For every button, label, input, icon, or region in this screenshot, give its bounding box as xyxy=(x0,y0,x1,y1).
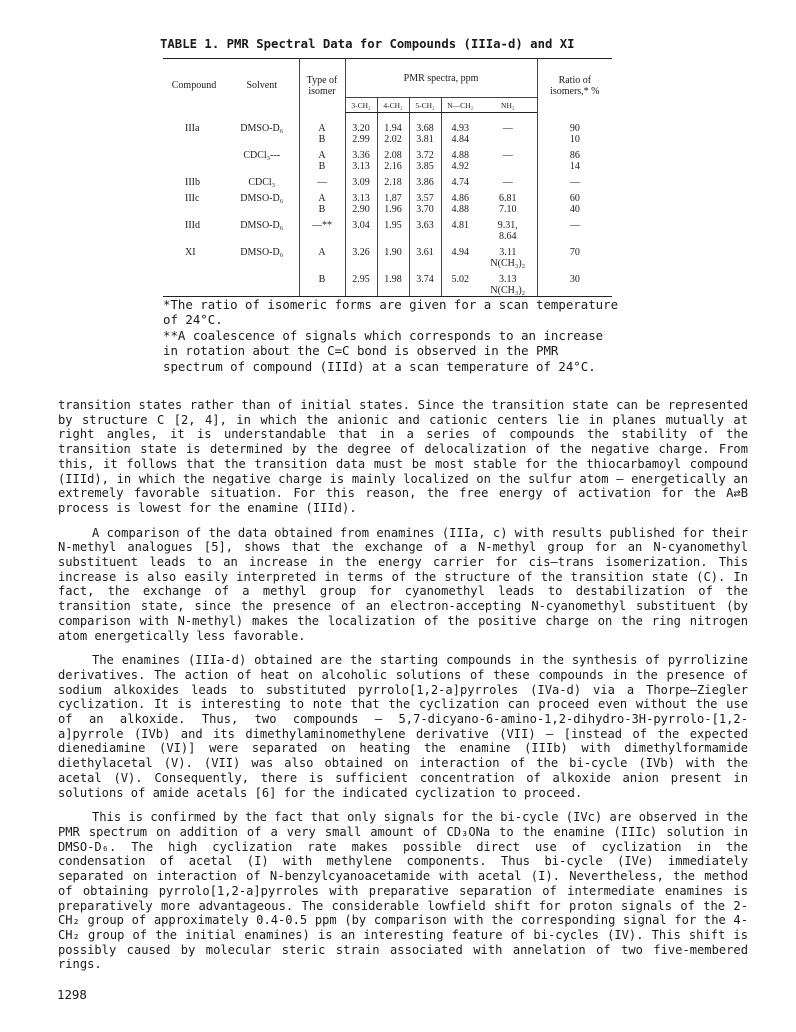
cell-n-ch2: 4.93 4.84 xyxy=(441,113,479,146)
paragraph-2: A comparison of the data obtained from enamines (IIIa, c) with results published for their N-methyl analogues [5], shows that the exchange of a N-methyl group for an N-cyanomethyl substituent leads to an increase in the energy carrier for cis–trans isomerization. This increase is also easily interpreted in terms of the structure of the transition state (C). In fact, the exchange of a methyl group for cyanomethyl leads to destabilization of the transition state, since the presence of an electron-accepting N-cyanomethyl substituent (by comparison with N-methyl) makes the localization of the positive charge on the ring nitrogen atom energetically less favorable. xyxy=(58,525,748,643)
cell-4-ch2: 1.87 1.96 xyxy=(377,188,409,215)
cell-nh2: 3.11 N(CH₃)₂ xyxy=(490,247,526,269)
cell-solvent: CDCl₃ xyxy=(248,177,276,188)
table-row xyxy=(163,242,612,269)
cell-5-ch2: 3.61 xyxy=(409,242,441,269)
cell-compound: IIIc xyxy=(185,193,200,204)
cell-5-ch2: 3.74 xyxy=(409,269,441,297)
cell-5-ch2: 3.72 3.85 xyxy=(409,145,441,172)
cell-4-ch2: 2.08 2.16 xyxy=(377,145,409,172)
cell-solvent: DMSO-D₆ xyxy=(240,193,284,204)
cell-isomer: —** xyxy=(299,215,345,242)
table-body xyxy=(163,113,612,297)
cell-4-ch2: 2.18 xyxy=(377,172,409,188)
table-row xyxy=(163,215,612,242)
footnote-isomer-ratio: *The ratio of isomeric forms are given for a scan temperature of 24°C. xyxy=(163,297,619,328)
page-number: 1298 xyxy=(57,987,87,1002)
table-footnotes xyxy=(163,297,623,374)
cell-nh2: 3.13 N(CH₃)₂ xyxy=(479,269,537,297)
cell-nh2: — xyxy=(502,123,513,134)
cell-isomer: A xyxy=(299,242,345,269)
cell-solvent xyxy=(225,269,299,297)
cell-isomer: A B xyxy=(299,145,345,172)
cell-3-ch2: 2.95 xyxy=(345,269,377,297)
cell-isomer: A B xyxy=(299,113,345,146)
subheader-3-ch2: 3-CH₂ xyxy=(345,98,377,113)
cell-nh2: 6.81 7.10 xyxy=(499,193,517,215)
cell-4-ch2: 1.98 xyxy=(377,269,409,297)
cell-3-ch2: 3.04 xyxy=(345,215,377,242)
subheader-4-ch2: 4-CH₂ xyxy=(377,98,409,113)
pmr-data-table xyxy=(163,58,612,297)
cell-compound xyxy=(163,145,225,172)
table-title: TABLE 1. PMR Spectral Data for Compounds (IIIa-d) and XI xyxy=(160,37,575,51)
table-header-row xyxy=(163,59,612,98)
table-row xyxy=(163,113,612,146)
header-compound: Compound xyxy=(171,80,217,92)
cell-ratio: 90 10 xyxy=(537,113,612,146)
cell-3-ch2: 3.09 xyxy=(345,172,377,188)
cell-3-ch2: 3.13 2.90 xyxy=(345,188,377,215)
cell-3-ch2: 3.20 2.99 xyxy=(345,113,377,146)
paragraph-4: This is confirmed by the fact that only signals for the bi-cycle (IVc) are observed in the PMR spectrum on addition of a very small amount of CD₃ONa to the enamine (IIIc) solution in DMSO-D₆. The high cyclization rate makes possible direct use of cyclization in the condensation of acetal (I) with methylene components. Thus bi-cycle (IVe) immediately separated on interaction of N-benzylcyanoacetamide with acetal (I). Nevertheless, the method of obtaining pyrrolo[1,2-a]pyrroles with preparative separation of intermediate enamines is preparatively more advantageous. The considerable lowfield shift for proton signals of the 2-CH₂ group of approximately 0.4-0.5 ppm (by comparison with the corresponding signal for the 4-CH₂ group of the initial enamines) is an interesting feature of bi-cycles (IV). This shift is possibly caused by molecular steric strain associated with annelation of two five-membered rings. xyxy=(58,810,748,972)
cell-isomer: — xyxy=(299,172,345,188)
cell-compound: XI xyxy=(185,247,196,258)
subheader-5-ch2: 5-CH₂ xyxy=(409,98,441,113)
cell-n-ch2: 4.81 xyxy=(441,215,479,242)
header-type-of-isomer: Type of isomer xyxy=(299,59,345,113)
table-row xyxy=(163,145,612,172)
subheader-nh2: NH₂ xyxy=(479,98,537,113)
header-ratio-of-isomers: Ratio of isomers,* % xyxy=(537,59,612,113)
cell-5-ch2: 3.57 3.70 xyxy=(409,188,441,215)
cell-ratio: 30 xyxy=(537,269,612,297)
paragraph-3: The enamines (IIIa-d) obtained are the starting compounds in the synthesis of pyrrolizine derivatives. The action of heat on alcoholic solutions of these compounds in the presence of sodium alkoxides leads to substituted pyrrolo[1,2-a]pyrroles (IVa-d) via a Thorpe–Ziegler cyclization. It is interesting to note that the cyclization can proceed even without the use of an alkoxide. Thus, two compounds — 5,7-dicyano-6-amino-1,2-dihydro-3H-pyrrolo-[1,2-a]pyrrole (IVb) and its dimethylaminomethylene derivative (VII) — [instead of the expected dienediamine (VI)] were separated on heating the enamine (IIIb) with dimethylformamide diethylacetal (V). (VII) was also obtained on interaction of the bi-cycle (IVb) with the acetal (V). Consequently, there is sufficient concentration of alkoxide anion present in solutions of amide acetals [6] for the indicated cyclization to proceed. xyxy=(58,653,748,800)
table-row xyxy=(163,172,612,188)
cell-3-ch2: 3.26 xyxy=(345,242,377,269)
cell-solvent: DMSO-D₆ xyxy=(240,220,284,231)
cell-4-ch2: 1.90 xyxy=(377,242,409,269)
cell-compound: IIIa xyxy=(185,122,200,134)
cell-ratio: 86 14 xyxy=(537,145,612,172)
cell-5-ch2: 3.63 xyxy=(409,215,441,242)
cell-nh2: 9.31, 8.64 xyxy=(497,220,518,242)
cell-ratio: 70 xyxy=(537,242,612,269)
cell-4-ch2: 1.95 xyxy=(377,215,409,242)
cell-4-ch2: 1.94 2.02 xyxy=(377,113,409,146)
cell-solvent: CDCl₃--- xyxy=(243,150,281,161)
cell-compound: IIIb xyxy=(185,177,200,188)
paragraph-1: transition states rather than of initial states. Since the transition state can be represented by structure C [2, 4], in which the anionic and cationic centers lie in planes mutually at right angles, it is understandable that in a series of compounds the stability of the transition state is determined by the degree of delocalization of the negative charge. From this, it follows that the transition data must be most stable for the thiocarbamoyl compound (IIId), in which the negative charge is mainly localized on the sulfur atom — energetically an extremely favorable situation. For this reason, the free energy of activation for the A⇄B process is lowest for the enamine (IIId). xyxy=(58,398,748,515)
cell-5-ch2: 3.68 3.81 xyxy=(409,113,441,146)
cell-3-ch2: 3.36 3.13 xyxy=(345,145,377,172)
cell-nh2: — xyxy=(502,177,513,188)
cell-5-ch2: 3.86 xyxy=(409,172,441,188)
cell-isomer: A B xyxy=(299,188,345,215)
cell-n-ch2: 4.86 4.88 xyxy=(441,188,479,215)
cell-n-ch2: 4.88 4.92 xyxy=(441,145,479,172)
table-row xyxy=(163,269,612,297)
cell-n-ch2: 4.74 xyxy=(441,172,479,188)
table-row xyxy=(163,188,612,215)
cell-nh2: — xyxy=(502,150,513,161)
cell-n-ch2: 4.94 xyxy=(441,242,479,269)
cell-compound xyxy=(163,269,225,297)
cell-ratio: — xyxy=(537,172,612,188)
article-body xyxy=(58,398,748,982)
footnote-coalescence: **A coalescence of signals which corresponds to an increase in rotation about the C=C bond is observed in the PMR spectrum of compound (IIId) at a scan temperature of 24°C. xyxy=(163,327,604,374)
subheader-n-ch2: N—CH₂ xyxy=(441,98,479,113)
cell-solvent: DMSO-D₆ xyxy=(240,122,284,134)
cell-ratio: 60 40 xyxy=(537,188,612,215)
cell-n-ch2: 5.02 xyxy=(441,269,479,297)
cell-solvent: DMSO-D₆ xyxy=(240,247,284,258)
header-solvent: Solvent xyxy=(246,80,278,92)
cell-ratio: — xyxy=(537,215,612,242)
header-pmr-spectra: PMR spectra, ppm xyxy=(345,59,537,98)
cell-isomer: B xyxy=(299,269,345,297)
cell-compound: IIId xyxy=(185,220,200,231)
